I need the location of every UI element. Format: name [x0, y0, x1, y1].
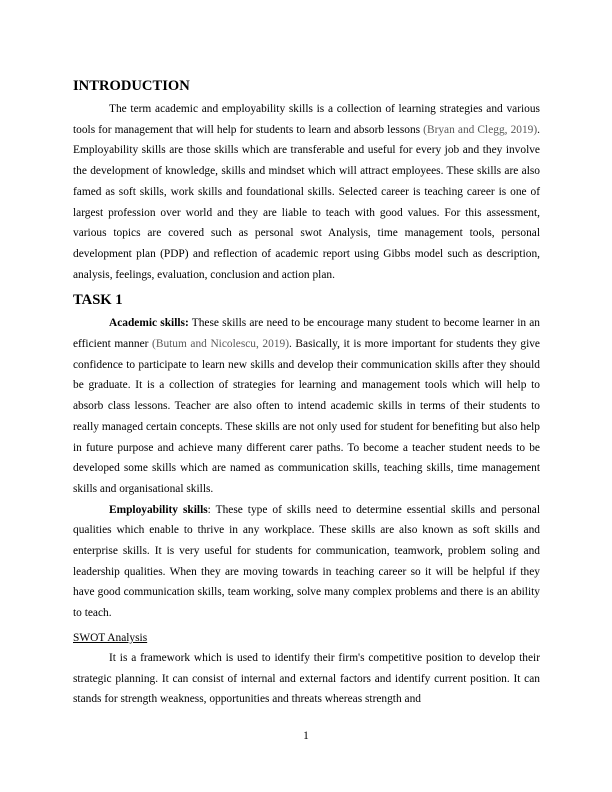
page-content [73, 77, 540, 710]
citation-butum-nicolescu: (Butum and Nicolescu, 2019) [152, 338, 289, 351]
task-1-heading: TASK 1 [73, 292, 123, 309]
academic-skills-label: Academic skills: [109, 317, 189, 330]
introduction-paragraph [73, 99, 540, 285]
citation-bryan-clegg: (Bryan and Clegg, 2019) [423, 123, 538, 136]
academic-skills-paragraph [73, 313, 540, 499]
employability-skills-paragraph [73, 500, 540, 624]
introduction-heading: INTRODUCTION [73, 78, 190, 94]
academic-skills-text-start: These skills are need to be encourage many student to become learner in an efficient manner [73, 317, 540, 351]
introduction-text-start: The term academic and employability skills is a collection of learning strategies and various tools for management that will help for students to learn and absorb lessons [73, 103, 540, 136]
academic-skills-text-end: . Basically, it is more important for students they give confidence to participate to learn new skills and develop their communication skills after they should be graduate. It is a collection of strategies for learning and management tools which will help to absorb class lessons. Teacher are also often to intend academic skills in terms of their students to really managed certain concepts. These skills are not only used for student for benefiting but also help in future purpose and achieve many different carer paths. To become a teacher student needs to be developed some skills which are named as communication skills, teaching skills, time management skills and organisational skills. [73, 338, 540, 495]
swot-analysis-paragraph: It is a framework which is used to identify their firm's competitive position to develop their strategic planning. It can consist of internal and external factors and identify current position. It can stands for strength weakness, opportunities and threats whereas strength and [73, 651, 540, 706]
page-number: 1 [303, 730, 309, 742]
employability-skills-label: Employability skills [109, 503, 208, 516]
introduction-text-end: . Employability skills are those skills which are transferable and useful for every job and they involve the development of knowledge, skills and mindset which will attract employees. These skills are also famed as soft skills, work skills and foundational skills. Selected career is teaching career is one of largest profession over world and they are liable to teach with good values. For this assessment, various topics are covered such as personal swot Analysis, time management tools, personal development plan (PDP) and reflection of academic report using Gibbs model such as description, analysis, feelings, evaluation, conclusion and action plan. [73, 123, 541, 281]
employability-skills-text: : These type of skills need to determine essential skills and personal qualities which enable to thrive in any workplace. These skills are also known as soft skills and enterprise skills. It is very useful for students for communication, teamwork, problem soling and leadership qualities. When they are moving towards in teaching career so it will be helpful if they have good communication skills, team working, solve many complex problems and there is an ability to teach. [73, 503, 540, 620]
swot-analysis-heading: SWOT Analysis [73, 631, 148, 644]
